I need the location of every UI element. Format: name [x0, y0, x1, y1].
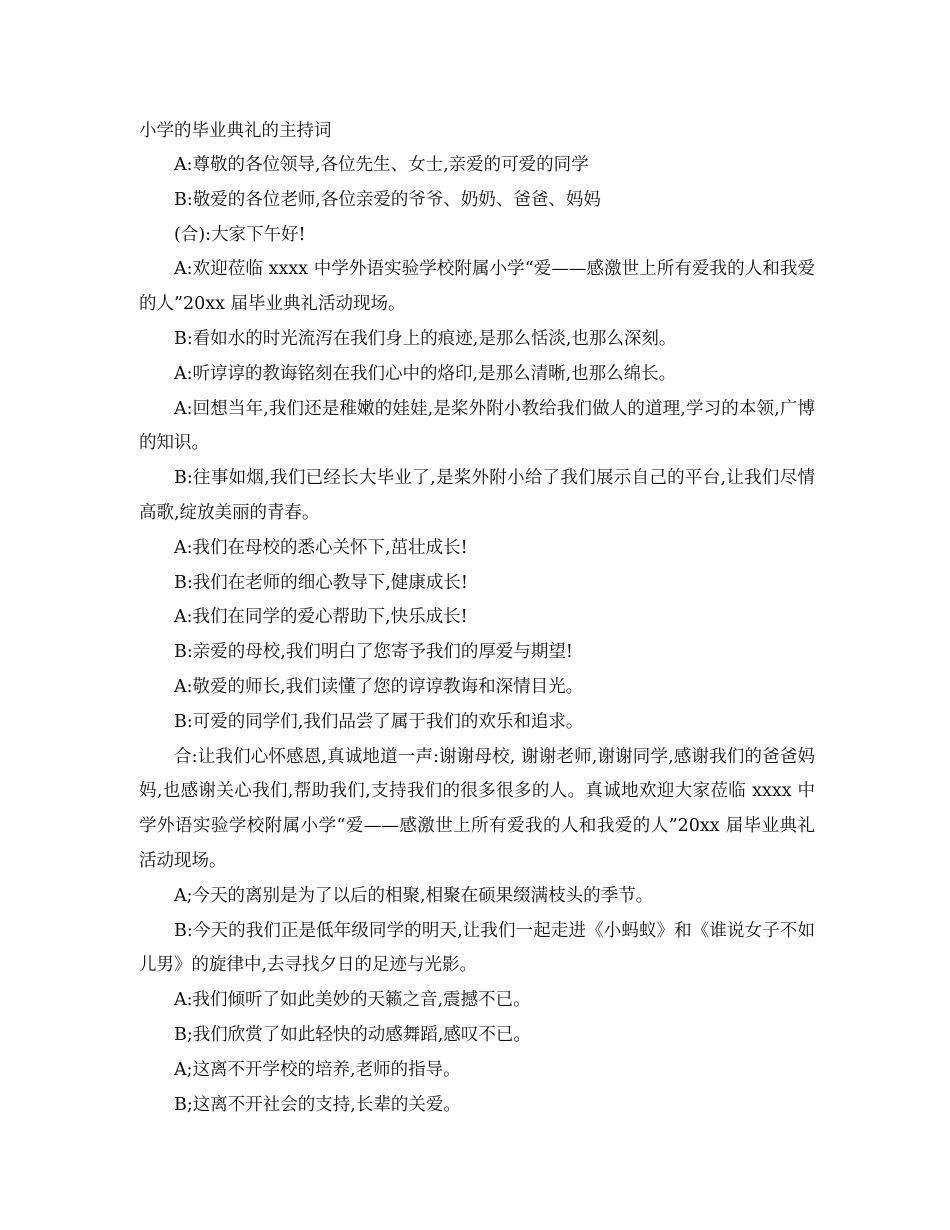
- paragraph: A:我们在同学的爱心帮助下,快乐成长!: [174, 607, 468, 628]
- paragraph: B;这离不开社会的支持,长辈的关爱。: [174, 1094, 461, 1115]
- paragraph: B:看如水的时光流泻在我们身上的痕迹,是那么恬淡,也那么深刻。: [174, 328, 677, 349]
- document-title: 小学的毕业典礼的主持词: [139, 121, 332, 141]
- paragraph: 合:让我们心怀感恩,真诚地道一声:谢谢母校, 谢谢老师,谢谢同学,感谢我们的爸爸妈妈,也感谢关心我们,帮助我们,支持我们的很多很多的人。真诚地欢迎大家莅临 xxxx 中学外语实验学校附属小学“爱——感激世上所有爱我的人和我爱的人”20xx 届毕业典礼活动现场。: [139, 746, 815, 871]
- paragraph: A:回想当年,我们还是稚嫩的娃娃,是桨外附小教给我们做人的道理,学习的本领,广博的知识。: [139, 398, 815, 454]
- paragraph: A:尊敬的各位领导,各位先生、女士,亲爱的可爱的同学: [174, 155, 589, 175]
- paragraph: A:我们在母校的悉心关怀下,茁壮成长!: [174, 537, 468, 558]
- paragraph: A;这离不开学校的培养,老师的指导。: [174, 1059, 461, 1080]
- paragraph: B:可爱的同学们,我们品尝了属于我们的欢乐和追求。: [174, 711, 584, 732]
- paragraph: B:我们在老师的细心教导下,健康成长!: [174, 572, 468, 593]
- paragraph: B:敬爱的各位老师,各位亲爱的爷爷、奶奶、爸爸、妈妈: [174, 189, 601, 210]
- document-body: [139, 114, 815, 1122]
- paragraph: B:亲爱的母校,我们明白了您寄予我们的厚爱与期望!: [174, 642, 573, 663]
- paragraph: A:敬爱的师长,我们读懂了您的谆谆教诲和深情目光。: [174, 676, 584, 697]
- paragraph: A:欢迎莅临 xxxx 中学外语实验学校附属小学“爱——感激世上所有爱我的人和我爱的人”20xx 届毕业典礼活动现场。: [139, 259, 815, 315]
- paragraph: (合):大家下午好!: [174, 224, 306, 245]
- paragraph: A;今天的离别是为了以后的相聚,相聚在硕果缀满枝头的季节。: [174, 885, 654, 906]
- paragraph: A:我们倾听了如此美妙的天籁之音,震撼不已。: [174, 990, 531, 1011]
- paragraph: B;我们欣赏了如此轻快的动感舞蹈,感叹不已。: [174, 1024, 531, 1045]
- paragraph: B:今天的我们正是低年级同学的明天,让我们一起走进《小蚂蚁》和《谁说女子不如儿男》的旋律中,去寻找夕日的足迹与光影。: [139, 920, 815, 976]
- paragraph: A:听谆谆的教诲铭刻在我们心中的烙印,是那么清晰,也那么绵长。: [174, 363, 677, 384]
- paragraph: B:往事如烟,我们已经长大毕业了,是桨外附小给了我们展示自己的平台,让我们尽情高歌,绽放美丽的青春。: [139, 468, 815, 523]
